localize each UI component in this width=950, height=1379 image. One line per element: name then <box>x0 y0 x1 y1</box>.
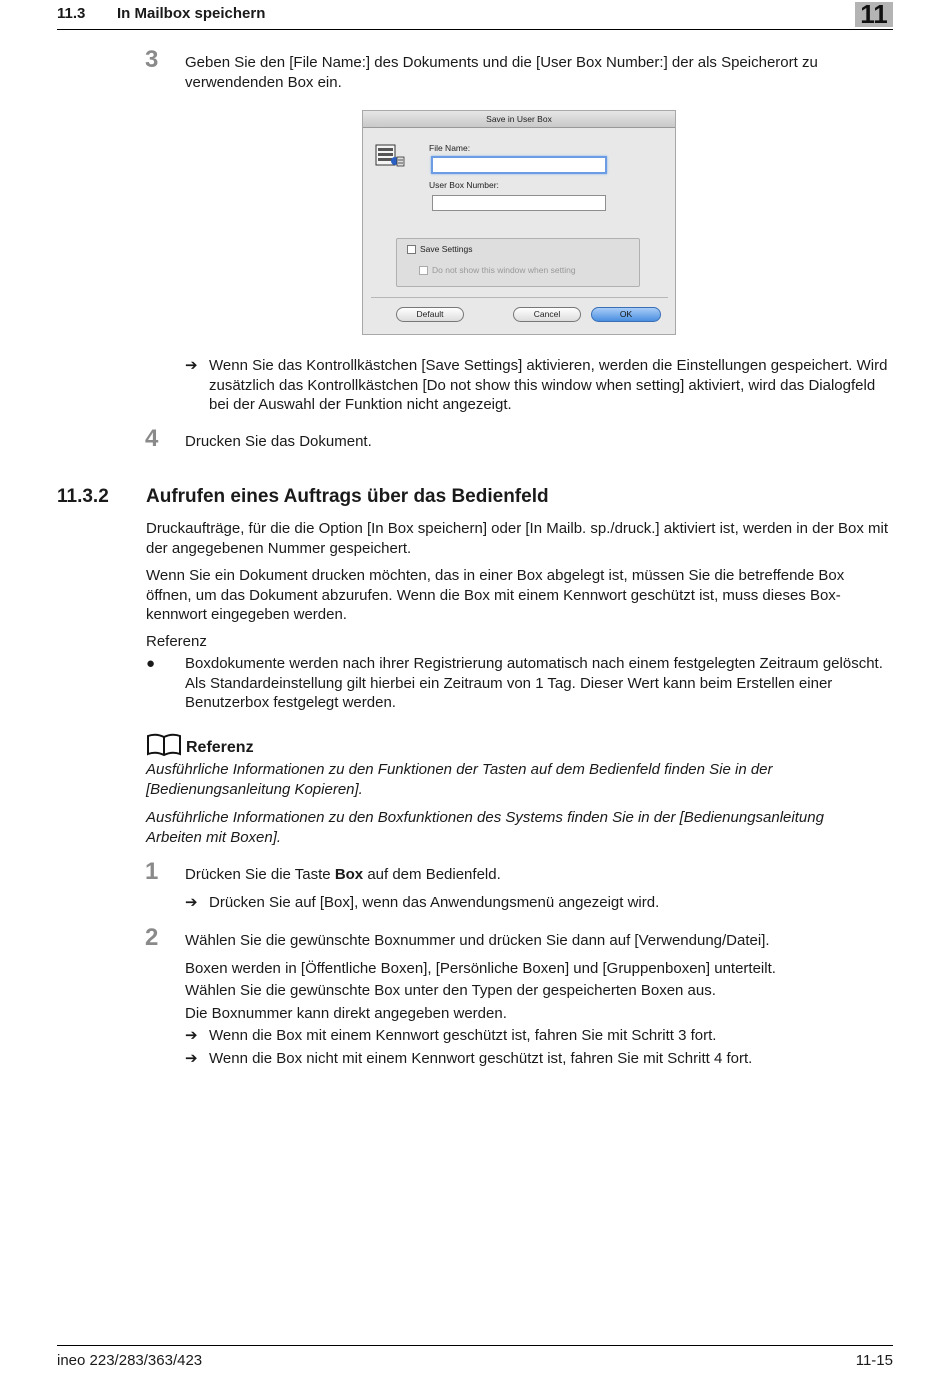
step-2-line: Wählen Sie die gewünschte Box unter den Typen der gespeicherten Boxen aus. <box>185 982 716 999</box>
save-in-user-box-dialog <box>362 110 676 335</box>
page-header <box>57 0 893 30</box>
step-2-text: Wählen Sie die gewünschte Boxnummer und drücken Sie dann auf [Verwendung/Datei]. <box>185 932 770 949</box>
step-2-note <box>185 1026 890 1046</box>
file-name-input[interactable] <box>431 156 607 174</box>
step-1-note-text: Drücken Sie auf [Box], wenn das Anwendungsmenü angezeigt wird. <box>209 894 660 911</box>
paragraph: Wenn Sie ein Dokument drucken möchten, das in einer Box abgelegt ist, müssen Sie die betreffende Box öffnen, um das Dokument abzurufen. Wenn die Box mit einem Kennwort geschützt ist, muss dieses Box-kennwort eingegeben werden. <box>146 567 845 623</box>
subsection-title: Aufrufen eines Auftrags über das Bedienfeld <box>146 486 549 507</box>
header-section-number: 11.3 <box>57 5 86 22</box>
box-key-name: Box <box>334 866 364 883</box>
arrow-icon: ➔ <box>185 1050 198 1067</box>
footer-page-number: 11-15 <box>855 1352 893 1369</box>
step-4-number: 4 <box>145 425 159 452</box>
settings-group <box>396 238 640 287</box>
ok-button[interactable]: OK <box>591 307 661 322</box>
file-name-label: File Name: <box>429 143 471 153</box>
step-1-text-before: Drücken Sie die Taste <box>185 866 335 883</box>
step-2-note <box>185 1049 890 1069</box>
default-button[interactable]: Default <box>396 307 464 322</box>
bullet-text: Boxdokumente werden nach ihrer Registrierung automatisch nach einem festgelegten Zeitraum gelöscht. Als Standardeinstellung gilt hierbei ein Zeitraum von 1 Tag. Dieser Wert kann beim Erstellen einer Benutzerbox festgelegt werden. <box>185 655 883 711</box>
cancel-button[interactable]: Cancel <box>513 307 581 322</box>
do-not-show-checkbox[interactable] <box>419 266 428 275</box>
step-2-line: Die Boxnummer kann direkt angegeben werden. <box>185 1005 507 1022</box>
save-settings-checkbox[interactable] <box>407 245 416 254</box>
arrow-icon: ➔ <box>185 357 198 374</box>
page-footer <box>57 1345 893 1371</box>
reference-label: Referenz <box>146 633 207 650</box>
user-box-number-label: User Box Number: <box>429 180 499 190</box>
step-1-text <box>185 865 890 885</box>
step-2-number: 2 <box>145 924 159 951</box>
do-not-show-label: Do not show this window when setting <box>432 265 576 275</box>
reference-box-title: Referenz <box>186 739 254 756</box>
step-2-note-text: Wenn die Box mit einem Kennwort geschützt ist, fahren Sie mit Schritt 3 fort. <box>209 1027 717 1044</box>
dialog-title: Save in User Box <box>363 111 675 128</box>
subsection-heading <box>57 485 549 510</box>
reference-box-heading <box>146 732 254 759</box>
arrow-icon: ➔ <box>185 894 198 911</box>
step-2-note-text: Wenn die Box nicht mit einem Kennwort geschützt ist, fahren Sie mit Schritt 4 fort. <box>209 1050 753 1067</box>
step-3-note <box>185 356 890 415</box>
reference-box-line: Ausführliche Informationen zu den Funktionen der Tasten auf dem Bedienfeld finden Sie in der [Bedienungsanleitung Kopieren]. <box>146 761 773 798</box>
subsection-number: 11.3.2 <box>57 486 109 507</box>
book-icon <box>146 732 182 756</box>
step-1-number: 1 <box>145 858 159 885</box>
save-settings-label: Save Settings <box>420 244 473 254</box>
header-section-title: In Mailbox speichern <box>117 5 266 22</box>
step-3-note-text: Wenn Sie das Kontrollkästchen [Save Settings] aktivieren, werden die Einstellungen gespeichert. Wird zusätzlich das Kontrollkästchen [Do not show this window when setting] aktiviert, wird das Dialogfeld bei der Auswahl der Funktion nicht angezeigt. <box>209 357 888 413</box>
user-box-number-input[interactable] <box>432 195 606 211</box>
step-3-number: 3 <box>145 46 159 73</box>
arrow-icon: ➔ <box>185 1027 198 1044</box>
paragraph: Druckaufträge, für die die Option [In Box speichern] oder [In Mailb. sp./druck.] aktiviert ist, werden in der Box mit der angegebenen Nummer gespeichert. <box>146 520 889 557</box>
step-4-text: Drucken Sie das Dokument. <box>185 433 372 450</box>
step-3-text: Geben Sie den [File Name:] des Dokuments und die [User Box Number:] der als Speicherort zu verwendenden Box ein. <box>185 54 818 91</box>
chapter-number-badge: 11 <box>855 2 893 27</box>
step-2-line: Boxen werden in [Öffentliche Boxen], [Persönliche Boxen] und [Gruppenboxen] unterteilt. <box>185 960 776 977</box>
step-1-note <box>185 893 890 913</box>
footer-model: ineo 223/283/363/423 <box>57 1352 203 1369</box>
dialog-separator <box>371 297 668 298</box>
bullet-icon: ● <box>146 655 156 672</box>
reference-box-line: Ausführliche Informationen zu den Boxfunktionen des Systems finden Sie in der [Bedienungsanleitung Arbeiten mit Boxen]. <box>146 809 824 846</box>
user-box-icon <box>375 143 405 169</box>
step-1-text-after: auf dem Bedienfeld. <box>363 866 501 883</box>
